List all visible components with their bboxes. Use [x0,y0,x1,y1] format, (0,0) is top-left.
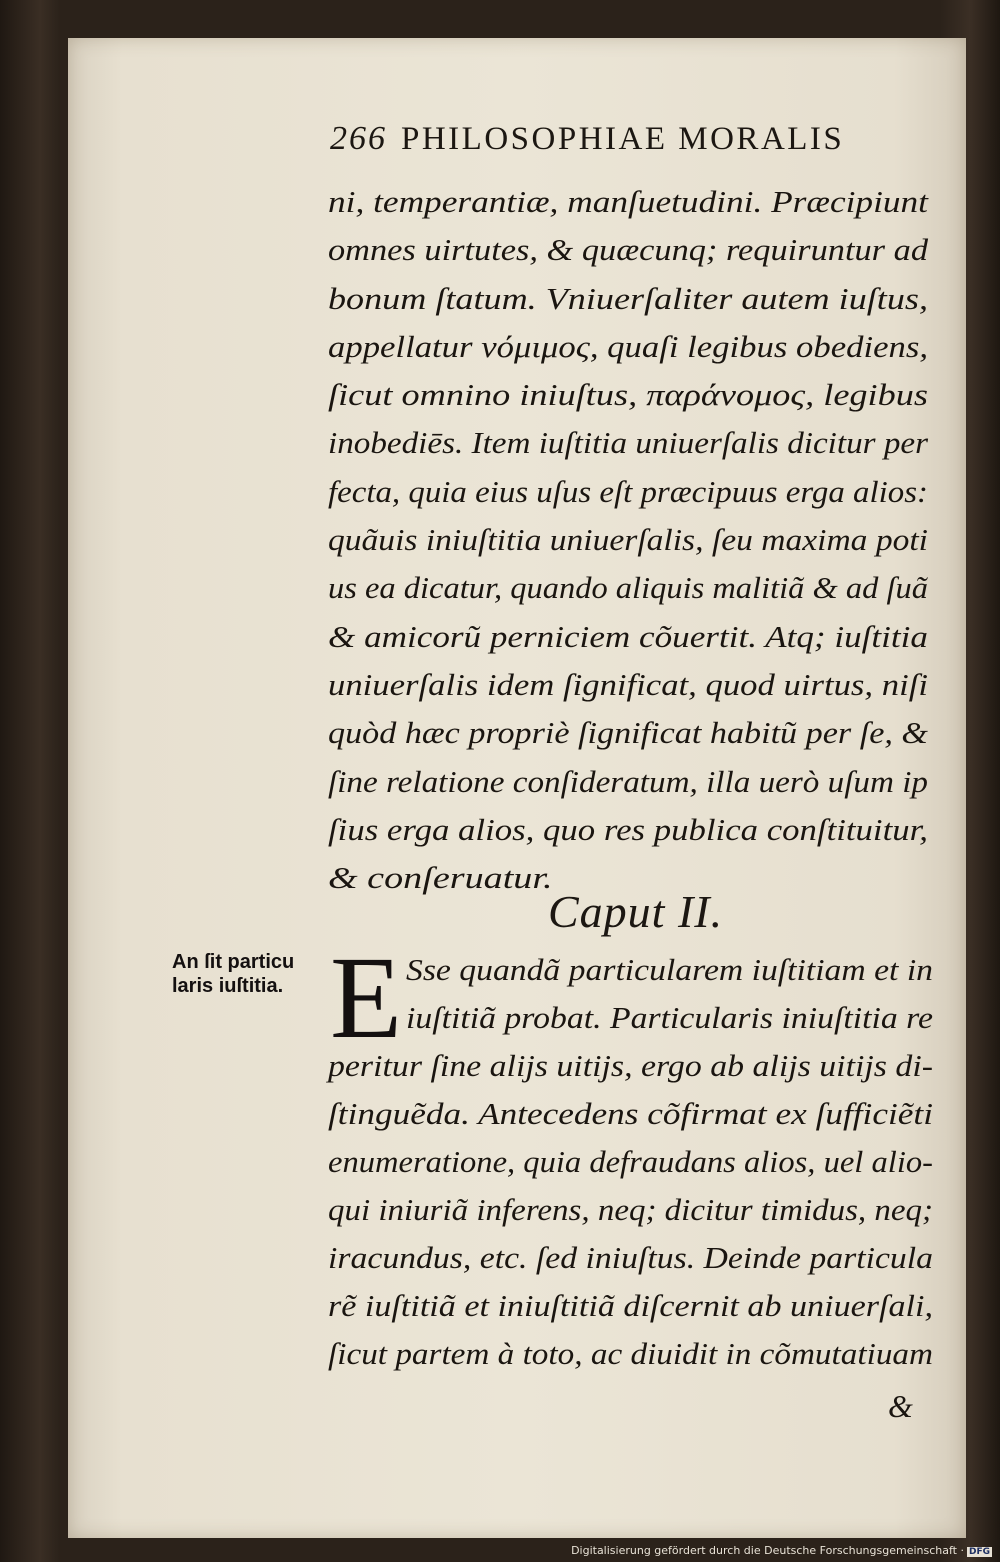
text-line [328,758,938,806]
text-line-span: Sse quandã particularem iuſtitiam et in [406,953,933,987]
text-line-span: ſicut partem à toto, ac diuidit in cõmutatiuam [328,1337,933,1371]
text-line [328,1042,938,1090]
text-line [328,1234,938,1282]
drop-cap: E [330,932,403,1063]
running-header [330,120,930,170]
text-line-span: qui iniuriã inferens, neq; dicitur timidus, neq; [328,1193,933,1227]
text-line [328,419,938,467]
text-line-span: fecta, quia eius uſus eſt præcipuus erga alios: [328,474,928,509]
text-line [328,1138,938,1186]
margin-note [172,950,322,998]
page-number: 266 [330,120,387,157]
text-line-span: us ea dicatur, quando aliquis malitiã & ad ſuã [328,571,928,606]
text-line-span: uniuerſalis idem ſignificat, quod uirtus, niſi [328,667,928,702]
text-line-span: ſicut omnino iniuſtus, παράνομος, legibus [328,378,928,413]
text-line [328,709,938,757]
text-line-span: rẽ iuſtitiã et iniuſtitiã diſcernit ab uniuerſali, [328,1289,933,1323]
margin-note-line: An ſit particu [172,951,295,973]
text-line-span: enumeratione, quia defraudans alios, uel alio- [328,1145,933,1179]
text-line [328,275,938,323]
main-text-block [328,178,938,902]
text-line [328,661,938,709]
text-line [328,323,938,371]
text-line-span: iracundus, etc. ſed iniuſtus. Deinde particula [328,1241,933,1275]
text-line [328,1282,938,1330]
text-line [328,226,938,274]
text-line-span: ni, temperantiæ, manſuetudini. Præcipiunt [328,185,928,219]
digitization-footer [0,1544,992,1557]
text-line [328,564,938,612]
text-line-span: appellatur νόμιμος, quaſi legibus obediens, [328,329,928,364]
text-line-span: iuſtitiã probat. Particularis iniuſtitia re [406,1001,933,1035]
text-line [328,806,938,854]
chapter-text-block [328,932,938,1378]
text-line [328,371,938,419]
text-line [328,613,938,661]
dfg-logo: DFG [968,1547,990,1557]
text-line [328,178,938,226]
text-line-span: bonum ſtatum. Vniuerſaliter autem iuſtus, [328,281,928,316]
text-line [328,994,938,1042]
text-line [328,1090,938,1138]
text-line [328,946,938,994]
text-line-span: ſine relatione conſideratum, illa uerò uſum ip [328,764,928,799]
text-line-span: & amicorũ perniciem cõuertit. Atq; iuſtitia [328,619,928,654]
text-line-span: quãuis iniuſtitia uniuerſalis, ſeu maxima poti [328,523,928,558]
footer-text: Digitalisierung gefördert durch die Deutsche Forschungsgemeinschaft · [571,1544,964,1557]
running-head-title: PHILOSOPHIAE MORALIS [401,121,845,157]
text-line-span: ſtinguẽda. Antecedens cõfirmat ex ſufficiẽti [328,1097,933,1131]
text-line-span: quòd hæc propriè ſignificat habitũ per ſe, & [328,716,928,751]
text-line-span: inobediēs. Item iuſtitia uniuerſalis dicitur per [328,426,928,461]
text-line [328,468,938,516]
text-line-span: & conſeruatur. [328,861,553,896]
text-line-span: ſius erga alios, quo res publica conſtituitur, [328,812,928,847]
margin-note-line: laris iuſtitia. [172,975,284,997]
text-line [328,1186,938,1234]
text-line [328,1330,938,1378]
text-line-span: omnes uirtutes, & quæcunq; requiruntur ad [328,233,928,268]
text-line [328,516,938,564]
chapter-heading: Caput II. [548,886,724,937]
catchword: & [888,1388,913,1424]
text-line-span: peritur ſine alijs uitijs, ergo ab alijs uitijs di- [328,1049,933,1083]
